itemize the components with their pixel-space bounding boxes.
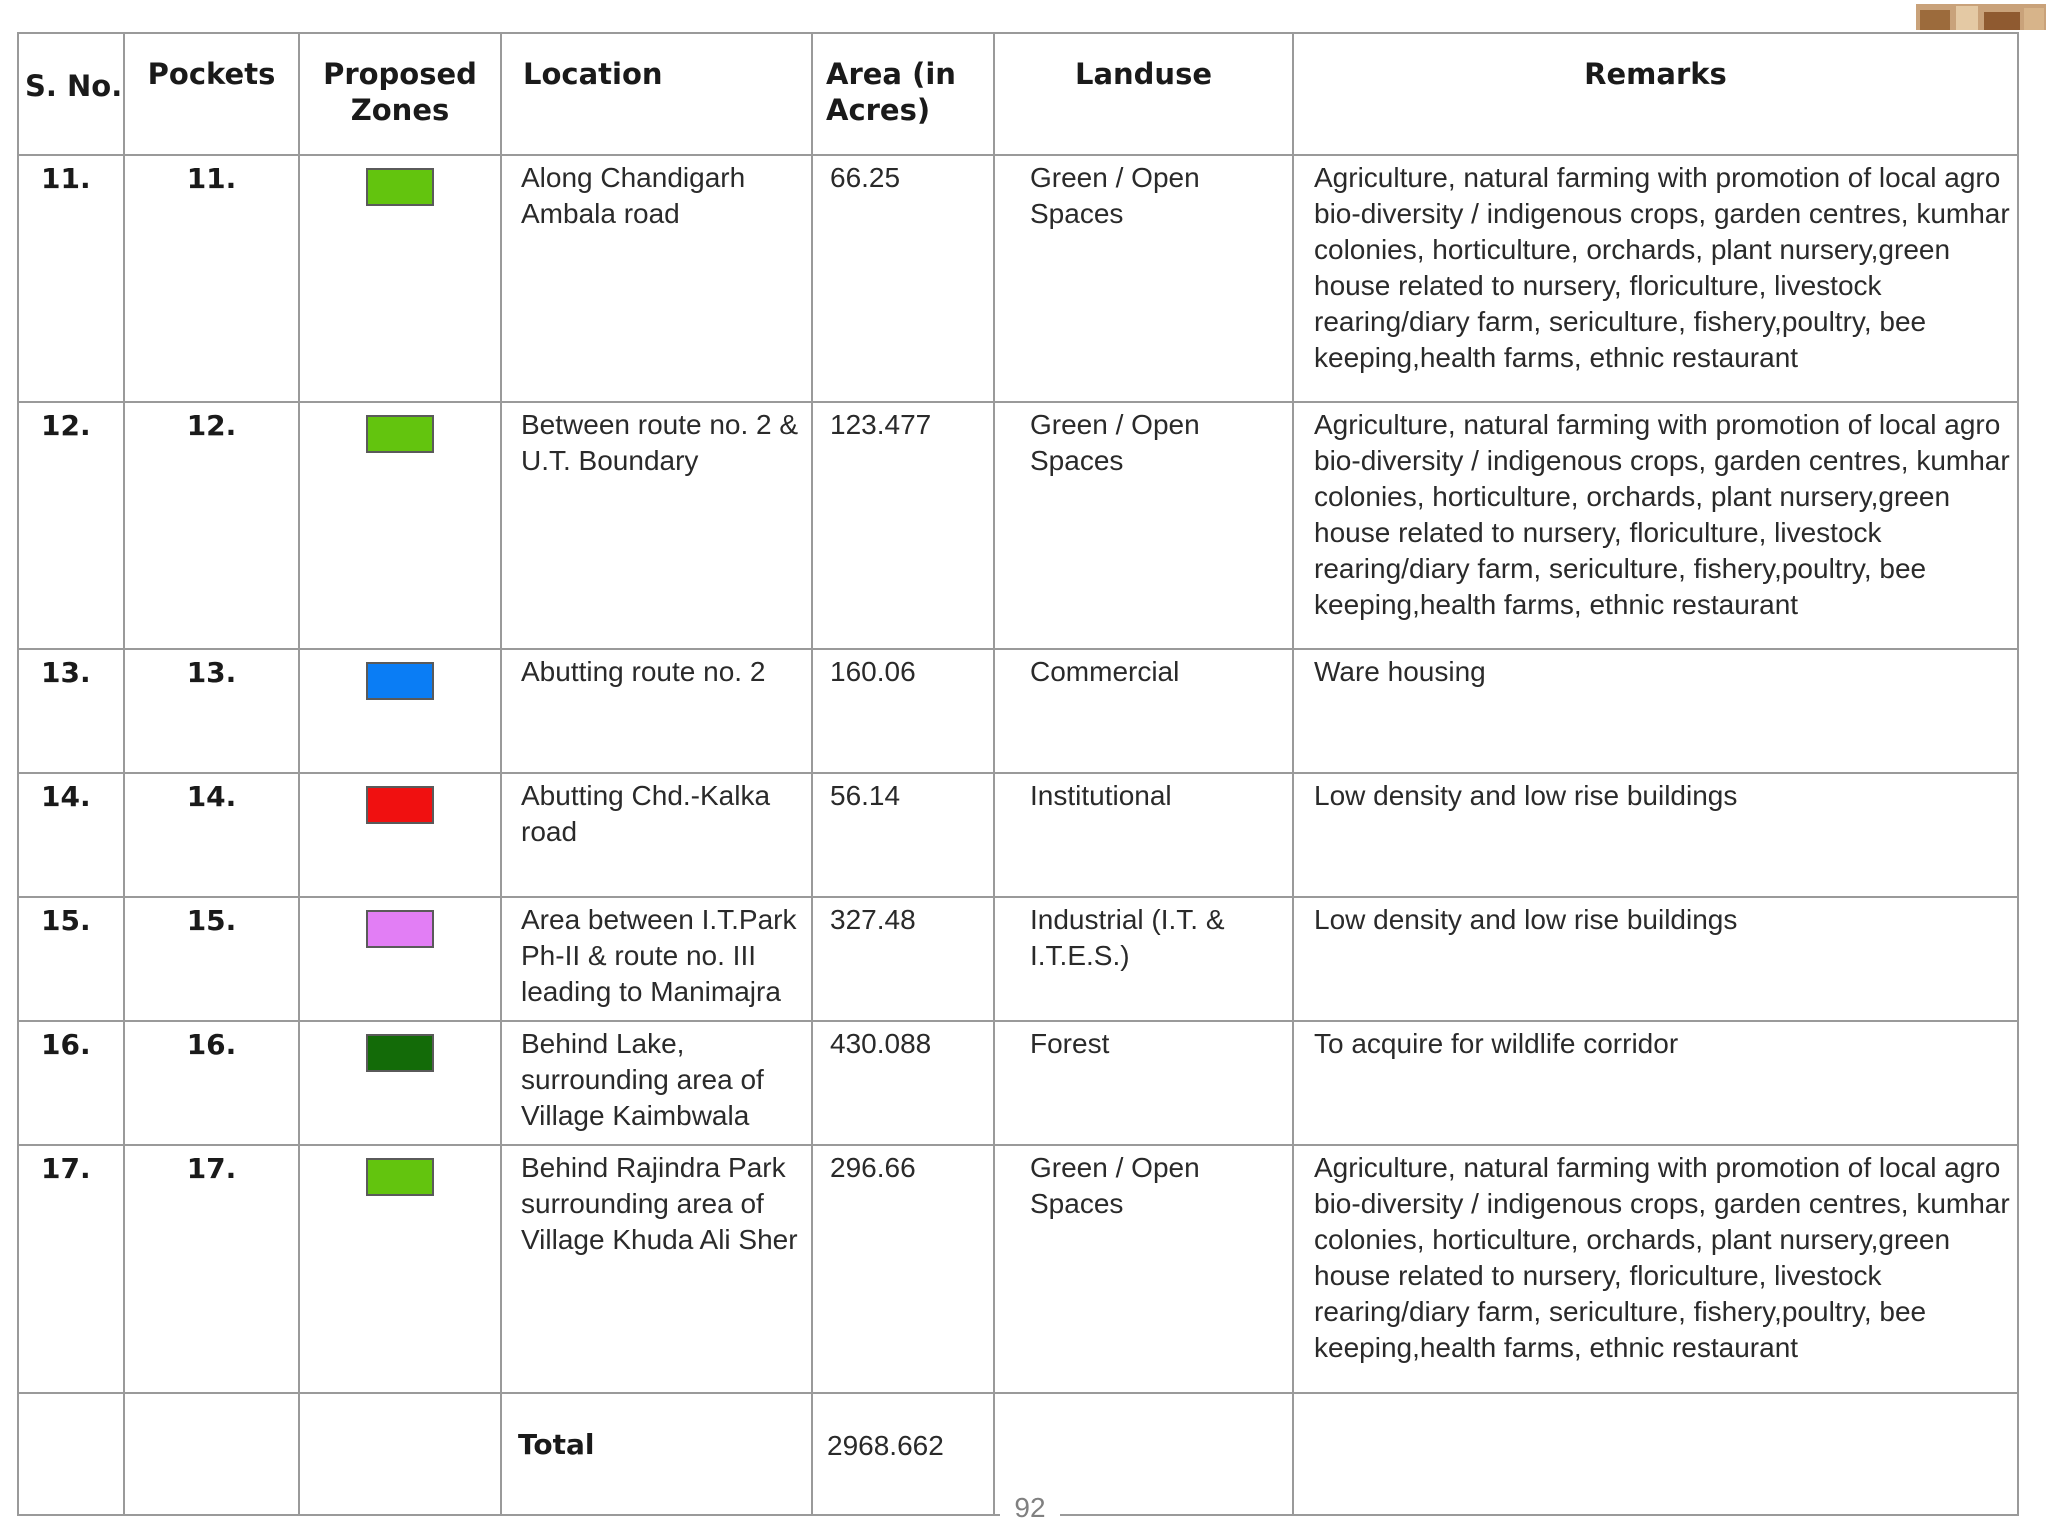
zone-cell <box>299 773 501 897</box>
pocket-cell: 11. <box>124 155 299 402</box>
landuse-cell: Commercial <box>994 649 1293 773</box>
remarks-cell: Ware housing <box>1293 649 2018 773</box>
remarks-cell: To acquire for wildlife corridor <box>1293 1021 2018 1145</box>
page-number: 92 <box>1000 1492 1060 1524</box>
empty-cell <box>124 1393 299 1515</box>
zone-cell <box>299 402 501 649</box>
header-location: Location <box>501 33 812 155</box>
pocket-cell: 12. <box>124 402 299 649</box>
table-row <box>18 155 2018 402</box>
area-cell: 123.477 <box>812 402 994 649</box>
pocket-cell: 17. <box>124 1145 299 1393</box>
zone-cell <box>299 1021 501 1145</box>
location-cell: Area between I.T.Park Ph-II & route no. III leading to Manimajra <box>501 897 812 1021</box>
landuse-cell: Green / Open Spaces <box>994 402 1293 649</box>
sno-cell: 16. <box>18 1021 124 1145</box>
table-row <box>18 1021 2018 1145</box>
location-cell: Abutting Chd.-Kalka road <box>501 773 812 897</box>
table-row <box>18 649 2018 773</box>
table-row <box>18 897 2018 1021</box>
pocket-cell: 15. <box>124 897 299 1021</box>
remarks-cell: Agriculture, natural farming with promotion of local agro bio-diversity / indigenous crops, garden centres, kumhar colonies, horticulture, orchards, plant nursery,green house related to nursery, floriculture, livestock rearing/diary farm, sericulture, fishery,poultry, bee keeping,health farms, ethnic restaurant <box>1293 1145 2018 1393</box>
pocket-cell: 13. <box>124 649 299 773</box>
remarks-cell: Low density and low rise buildings <box>1293 897 2018 1021</box>
table-row <box>18 1145 2018 1393</box>
location-cell: Between route no. 2 & U.T. Boundary <box>501 402 812 649</box>
empty-cell <box>299 1393 501 1515</box>
landuse-cell: Institutional <box>994 773 1293 897</box>
landuse-cell: Green / Open Spaces <box>994 1145 1293 1393</box>
zone-color-swatch <box>366 168 434 206</box>
land-use-table <box>17 32 2019 1516</box>
table-row <box>18 773 2018 897</box>
header-pockets: Pockets <box>124 33 299 155</box>
landuse-cell: Green / Open Spaces <box>994 155 1293 402</box>
header-remarks: Remarks <box>1293 33 2018 155</box>
sno-cell: 15. <box>18 897 124 1021</box>
header-proposed-zones: Proposed Zones <box>299 33 501 155</box>
header-sno: S. No. <box>18 33 124 155</box>
zone-cell <box>299 649 501 773</box>
sno-cell: 11. <box>18 155 124 402</box>
area-cell: 56.14 <box>812 773 994 897</box>
location-cell: Along Chandigarh Ambala road <box>501 155 812 402</box>
empty-cell <box>18 1393 124 1515</box>
total-label: Total <box>501 1393 812 1515</box>
area-cell: 160.06 <box>812 649 994 773</box>
zone-color-swatch <box>366 662 434 700</box>
total-value: 2968.662 <box>812 1393 994 1515</box>
area-cell: 66.25 <box>812 155 994 402</box>
remarks-cell: Agriculture, natural farming with promotion of local agro bio-diversity / indigenous crops, garden centres, kumhar colonies, horticulture, orchards, plant nursery,green house related to nursery, floriculture, livestock rearing/diary farm, sericulture, fishery,poultry, bee keeping,health farms, ethnic restaurant <box>1293 155 2018 402</box>
sno-cell: 13. <box>18 649 124 773</box>
zone-cell <box>299 1145 501 1393</box>
location-cell: Behind Rajindra Park surrounding area of Village Khuda Ali Sher <box>501 1145 812 1393</box>
location-cell: Abutting route no. 2 <box>501 649 812 773</box>
sno-cell: 17. <box>18 1145 124 1393</box>
zone-color-swatch <box>366 910 434 948</box>
pocket-cell: 16. <box>124 1021 299 1145</box>
logo-image <box>1910 0 2048 30</box>
remarks-cell: Low density and low rise buildings <box>1293 773 2018 897</box>
remarks-cell: Agriculture, natural farming with promotion of local agro bio-diversity / indigenous crops, garden centres, kumhar colonies, horticulture, orchards, plant nursery,green house related to nursery, floriculture, livestock rearing/diary farm, sericulture, fishery,poultry, bee keeping,health farms, ethnic restaurant <box>1293 402 2018 649</box>
zone-cell <box>299 155 501 402</box>
area-cell: 327.48 <box>812 897 994 1021</box>
zone-color-swatch <box>366 1158 434 1196</box>
zone-color-swatch <box>366 415 434 453</box>
sno-cell: 12. <box>18 402 124 649</box>
header-row <box>18 33 2018 155</box>
area-cell: 430.088 <box>812 1021 994 1145</box>
zone-color-swatch <box>366 786 434 824</box>
location-cell: Behind Lake, surrounding area of Village Kaimbwala <box>501 1021 812 1145</box>
landuse-cell: Industrial (I.T. & I.T.E.S.) <box>994 897 1293 1021</box>
header-landuse: Landuse <box>994 33 1293 155</box>
header-area: Area (in Acres) <box>812 33 994 155</box>
landuse-cell: Forest <box>994 1021 1293 1145</box>
zone-color-swatch <box>366 1034 434 1072</box>
sno-cell: 14. <box>18 773 124 897</box>
pocket-cell: 14. <box>124 773 299 897</box>
area-cell: 296.66 <box>812 1145 994 1393</box>
table-row <box>18 402 2018 649</box>
empty-cell <box>1293 1393 2018 1515</box>
zone-cell <box>299 897 501 1021</box>
